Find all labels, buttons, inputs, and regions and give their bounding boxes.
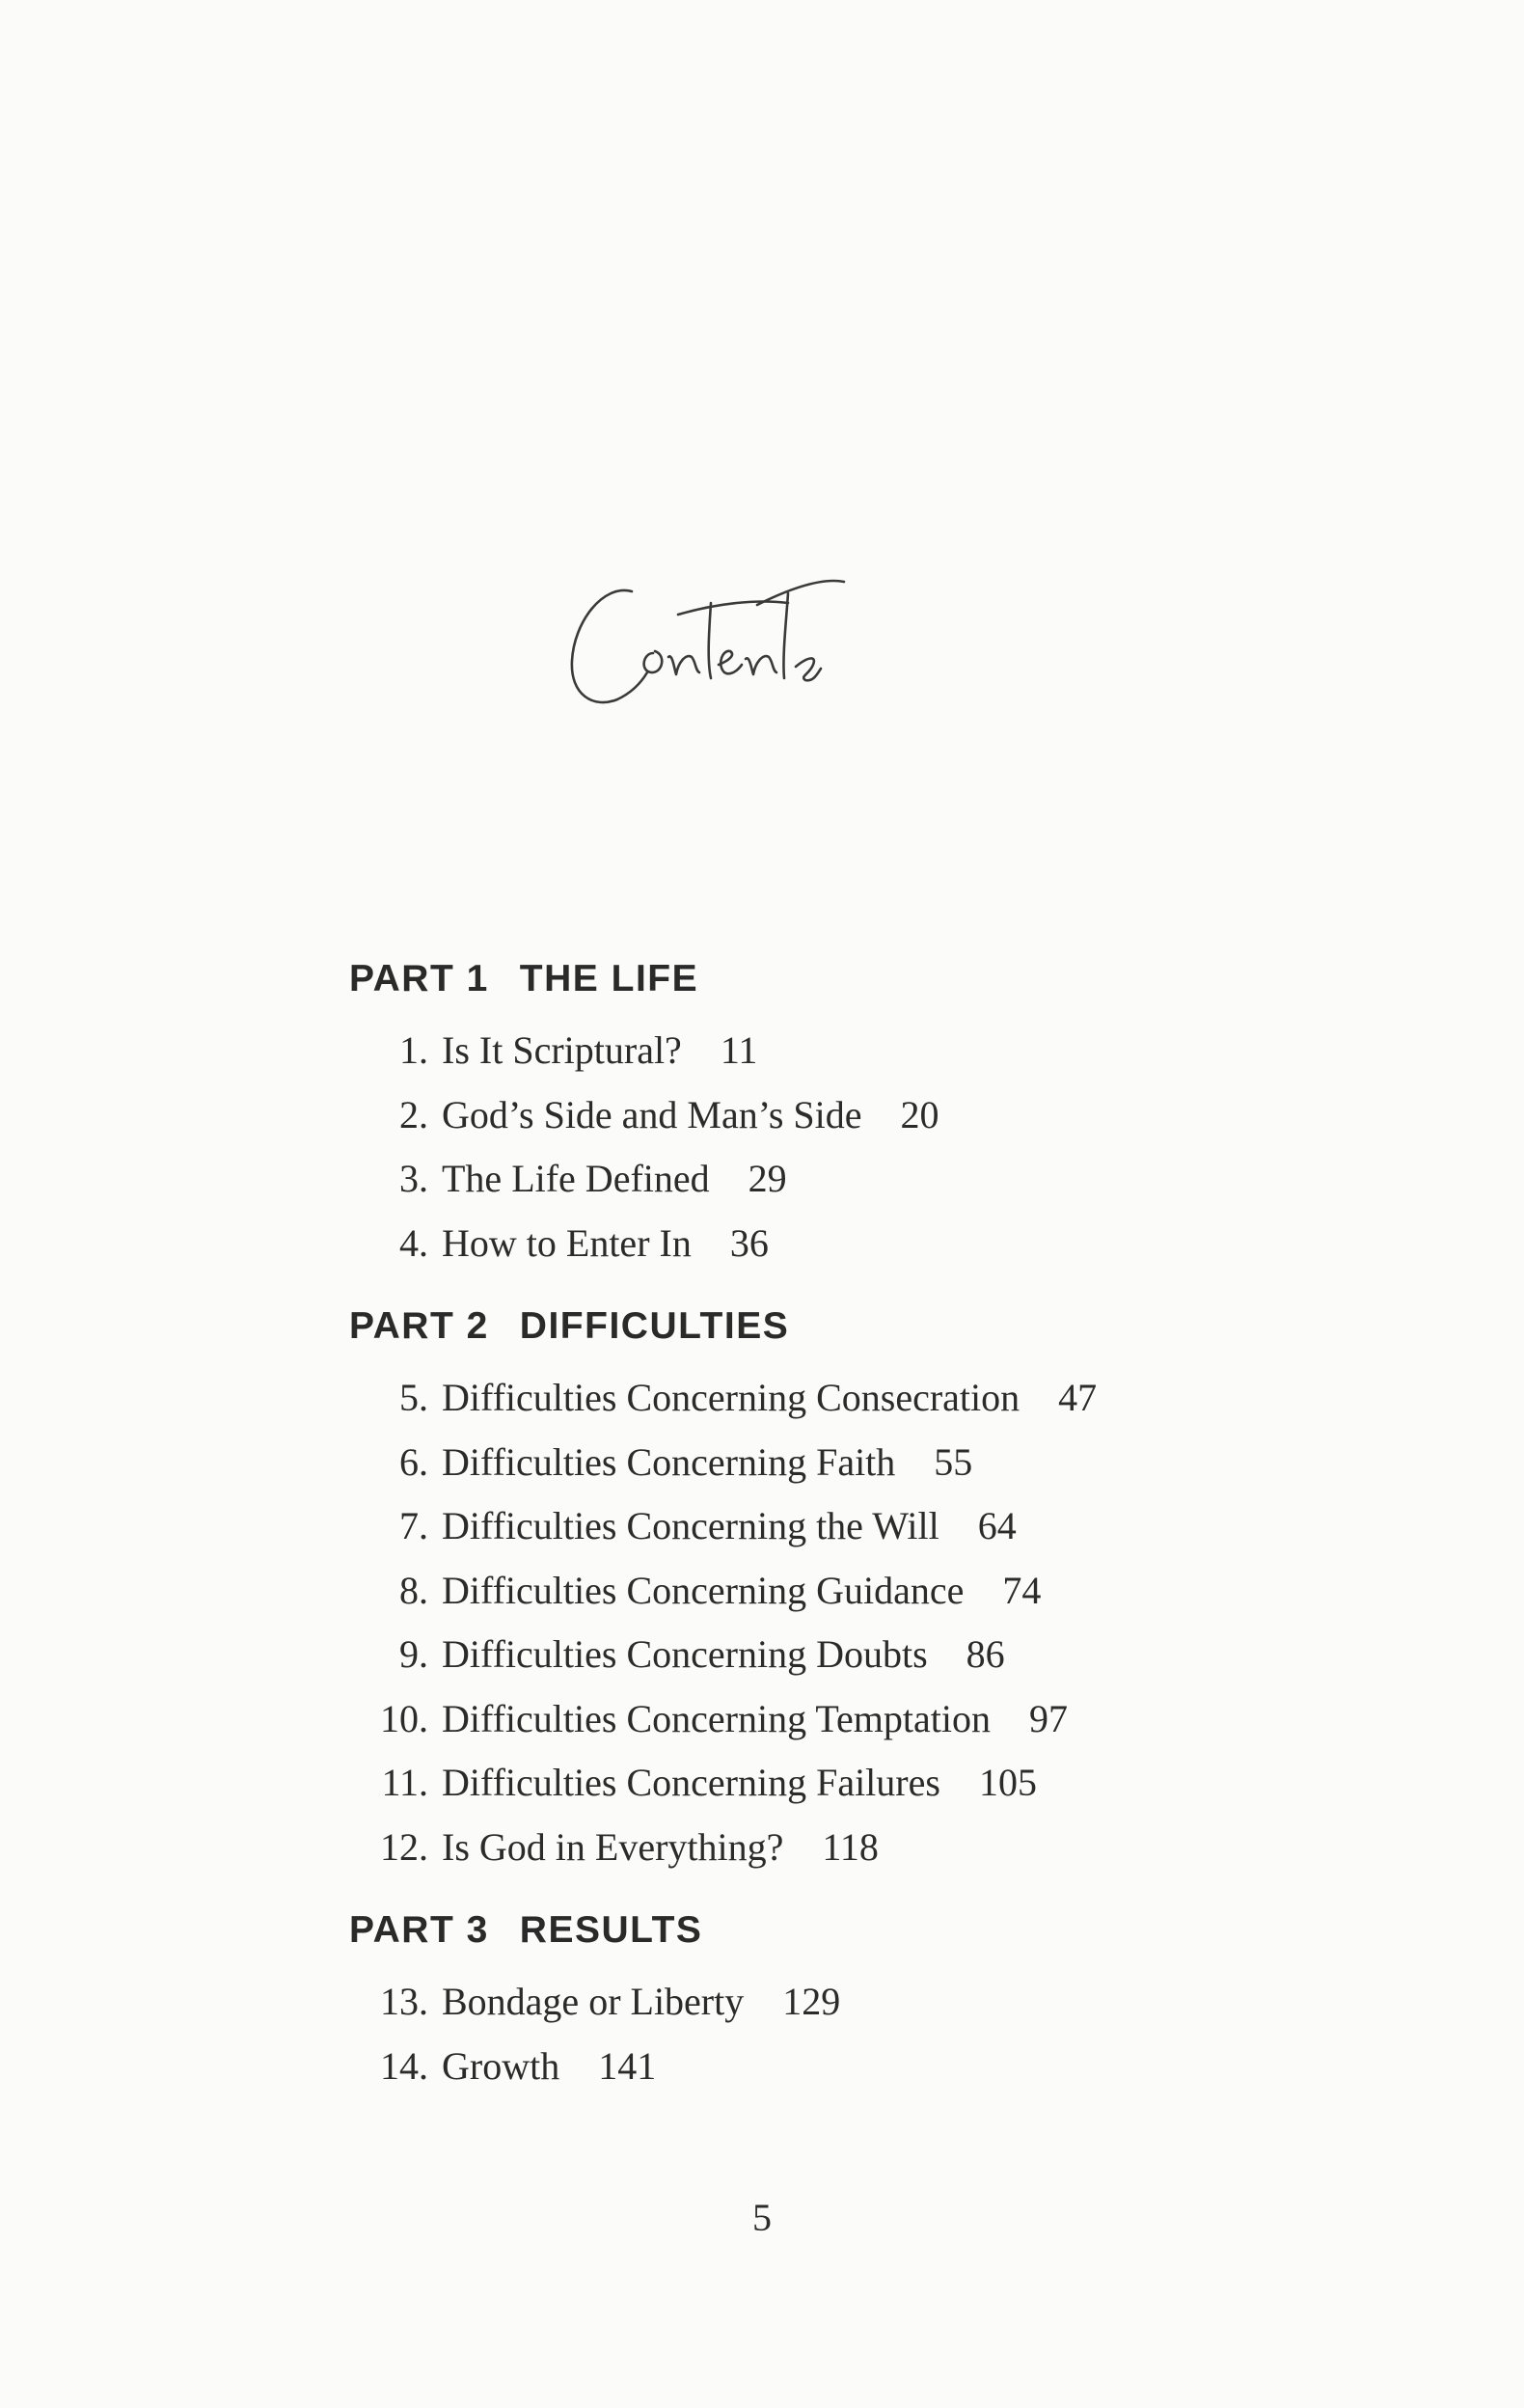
chapter-page: 105 xyxy=(978,1761,1037,1804)
chapter-number: 11. xyxy=(381,1761,428,1804)
part-heading xyxy=(349,1302,1314,1351)
chapter-number: 3. xyxy=(399,1157,428,1200)
part-label: PART 1 xyxy=(349,958,489,999)
chapter-title: Difficulties Concerning Failures xyxy=(442,1761,940,1804)
part-title: DIFFICULTIES xyxy=(519,1305,790,1347)
chapter-title: Difficulties Concerning Faith xyxy=(442,1439,896,1484)
chapter-page: 74 xyxy=(1002,1568,1042,1612)
chapter-entry[interactable] xyxy=(349,1494,1314,1559)
page-number: 5 xyxy=(752,2196,772,2239)
table-of-contents xyxy=(349,955,1314,2098)
chapter-page: 86 xyxy=(966,1632,1005,1676)
chapter-title: Difficulties Concerning the Will xyxy=(442,1504,939,1547)
chapter-number: 2. xyxy=(399,1092,428,1136)
part-heading xyxy=(349,955,1314,1003)
chapter-title: Difficulties Concerning Doubts xyxy=(442,1632,928,1676)
chapter-number: 5. xyxy=(399,1376,428,1419)
chapter-number: 6. xyxy=(399,1439,428,1484)
chapter-title: Bondage or Liberty xyxy=(442,1980,745,2023)
chapter-title: Is God in Everything? xyxy=(442,1824,784,1869)
chapter-page: 47 xyxy=(1058,1376,1098,1419)
chapter-page: 29 xyxy=(748,1157,787,1200)
chapter-entry[interactable] xyxy=(349,1212,1314,1276)
chapter-number: 10. xyxy=(380,1696,428,1740)
chapter-page: 11 xyxy=(720,1028,758,1072)
part-heading xyxy=(349,1906,1314,1955)
chapter-number: 9. xyxy=(399,1632,428,1676)
chapter-entry[interactable] xyxy=(349,1623,1314,1687)
part-label: PART 3 xyxy=(349,1909,489,1951)
chapter-page: 129 xyxy=(782,1980,841,2023)
chapter-number: 4. xyxy=(399,1220,428,1265)
chapter-list xyxy=(349,1970,1314,2098)
chapter-page: 20 xyxy=(900,1092,939,1136)
chapter-entry[interactable] xyxy=(349,1019,1314,1083)
chapter-entry[interactable] xyxy=(349,1431,1314,1495)
chapter-number: 12. xyxy=(380,1824,428,1869)
chapter-entry[interactable] xyxy=(349,1147,1314,1212)
chapter-entry[interactable] xyxy=(349,1366,1314,1431)
chapter-page: 36 xyxy=(729,1220,769,1265)
chapter-title: The Life Defined xyxy=(442,1157,710,1200)
chapter-entry[interactable] xyxy=(349,1816,1314,1880)
chapter-list xyxy=(349,1019,1314,1275)
chapter-title: Is It Scriptural? xyxy=(442,1028,682,1072)
chapter-entry[interactable] xyxy=(349,1970,1314,2035)
part-title: THE LIFE xyxy=(519,958,699,999)
chapter-entry[interactable] xyxy=(349,1751,1314,1816)
chapter-number: 8. xyxy=(399,1568,428,1612)
part-label: PART 2 xyxy=(349,1305,489,1347)
chapter-number: 13. xyxy=(380,1980,428,2023)
chapter-list xyxy=(349,1366,1314,1879)
chapter-number: 7. xyxy=(399,1504,428,1547)
chapter-title: God’s Side and Man’s Side xyxy=(442,1092,862,1136)
chapter-entry[interactable] xyxy=(349,1687,1314,1752)
chapter-entry[interactable] xyxy=(349,2035,1314,2099)
chapter-page: 118 xyxy=(822,1824,879,1869)
chapter-number: 14. xyxy=(380,2043,428,2088)
chapter-title: Difficulties Concerning Guidance xyxy=(442,1568,965,1612)
page-title xyxy=(564,564,979,719)
chapter-title: Difficulties Concerning Consecration xyxy=(442,1376,1021,1419)
chapter-page: 97 xyxy=(1028,1696,1068,1740)
chapter-title: Difficulties Concerning Temptation xyxy=(442,1696,991,1740)
chapter-entry[interactable] xyxy=(349,1083,1314,1148)
part-title: RESULTS xyxy=(519,1909,703,1951)
chapter-page: 64 xyxy=(977,1504,1017,1547)
chapter-title: Growth xyxy=(442,2043,560,2088)
chapter-page: 55 xyxy=(934,1439,973,1484)
chapter-title: How to Enter In xyxy=(442,1220,692,1265)
contents-script-title xyxy=(564,564,979,719)
chapter-entry[interactable] xyxy=(349,1559,1314,1624)
chapter-number: 1. xyxy=(399,1028,428,1072)
chapter-page: 141 xyxy=(598,2043,657,2088)
